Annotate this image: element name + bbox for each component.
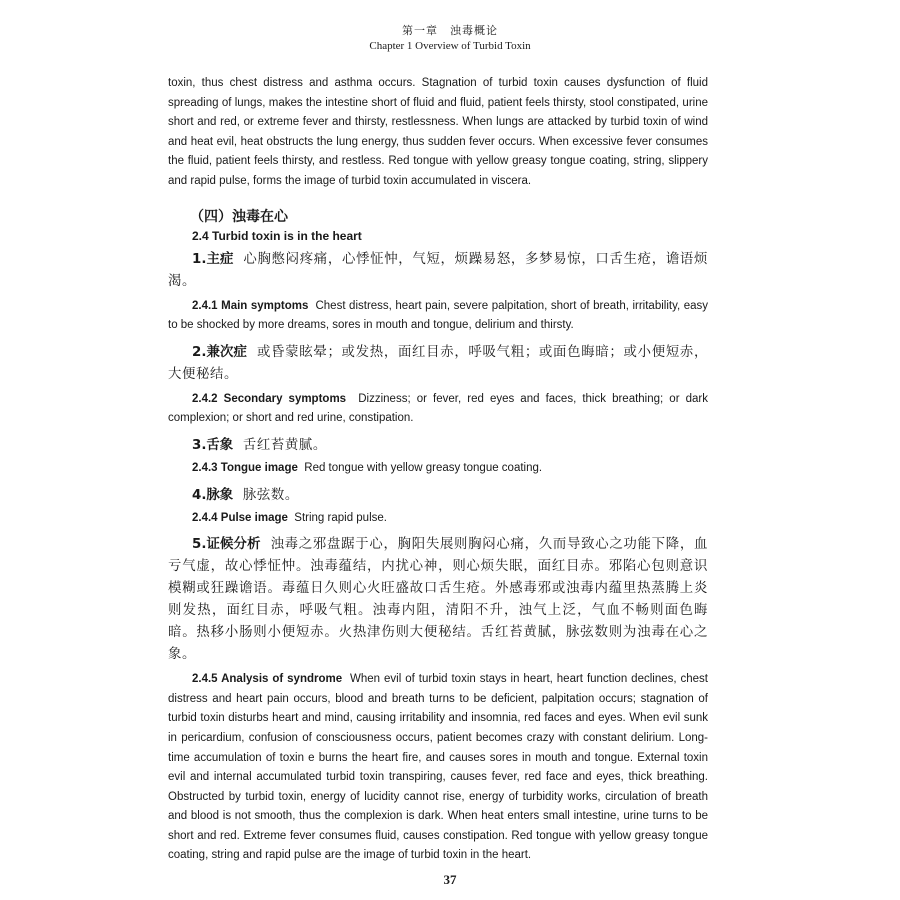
syndrome-analysis-cn (168, 534, 708, 666)
secondary-symptoms-cn (168, 342, 708, 386)
chapter-title-en: Chapter 1 Overview of Turbid Toxin (369, 40, 531, 52)
running-header (0, 22, 900, 52)
chapter-title-cn: 第一章 浊毒概论 (402, 24, 498, 37)
secondary-symptoms-cn-text: 或昏蒙眩晕；或发热，面红目赤，呼吸气粗；或面色晦暗；或小便短赤，大便秘结。 (168, 344, 709, 382)
secondary-symptoms-en (168, 390, 708, 429)
tongue-image-cn (168, 435, 708, 457)
pulse-image-cn-label: 4.脉象 (192, 487, 234, 503)
tongue-image-cn-text: 舌红苔黄腻。 (242, 437, 327, 453)
pulse-image-cn (168, 485, 708, 507)
section-title-en: 2.4 Turbid toxin is in the heart (192, 228, 362, 243)
tongue-image-en (168, 459, 708, 479)
tongue-image-en-label: 2.4.3 Tongue image (192, 461, 298, 474)
pulse-image-en-label: 2.4.4 Pulse image (192, 511, 288, 524)
pulse-image-en (168, 509, 708, 529)
secondary-symptoms-en-text: Dizziness; or fever, red eyes and faces, thick breathing; or dark complexion; or short and red urine, constipation. (168, 392, 708, 425)
pulse-image-en-text: String rapid pulse. (294, 511, 387, 524)
main-symptoms-cn-label: 1.主症 (192, 251, 234, 267)
tongue-image-cn-label: 3.舌象 (192, 437, 234, 453)
main-symptoms-cn-text: 心胸憋闷疼痛，心悸怔忡，气短，烦躁易怒，多梦易惊，口舌生疮，谵语烦渴。 (168, 251, 708, 289)
syndrome-analysis-en-label: 2.4.5 Analysis of syndrome (192, 673, 343, 686)
intro-paragraph: toxin, thus chest distress and asthma occurs. Stagnation of turbid toxin causes dysfunction of fluid spreading of lungs, makes the intestine short of fluid and fluid, patient feels thirsty, stool constipated, urine short and red, or extreme fever and thirsty, restlessness. When lungs are attacked by turbid toxin of wind and heat evil, heat obstructs the lung energy, thus sudden fever occurs. When excessive fever consumes the fluid, patient feels thirsty, and restless. Red tongue with yellow greasy tongue coating, string, slippery and rapid pulse, forms the image of turbid toxin accumulated in viscera. (168, 77, 708, 187)
syndrome-analysis-en (168, 670, 708, 866)
page-body (168, 74, 708, 866)
main-symptoms-en (168, 297, 708, 336)
tongue-image-en-text: Red tongue with yellow greasy tongue coating. (304, 461, 543, 474)
section-title-cn: （四）浊毒在心 (190, 208, 288, 225)
main-symptoms-en-text: Chest distress, heart pain, severe palpitation, short of breath, irritability, easy to be shocked by more dreams, sores in mouth and tongue, delirium and thirsty. (168, 299, 708, 332)
syndrome-analysis-cn-label: 5.证候分析 (192, 537, 261, 553)
page-number: 37 (443, 872, 457, 887)
syndrome-analysis-en-text: When evil of turbid toxin stays in heart, heart function declines, chest distress and heart pain occurs, blood and breath turns to be deficient, palpitation occurs; stagnation of turbid toxin disturbs heart and mind, causing irritability and insomnia, red faces and eyes. When evil sunk in pericardium, confusion of consciousness occurs, patient becomes crazy with constant delirium. Long-time accumulation of toxin e burns the heart fire, and causes sores in mouth and tongue. External toxin evil and internal accumulated turbid toxin transpiring, causes fever, red face and eyes, thick breathing. Obstructed by turbid toxin, energy of lucidity cannot rise, energy of turbidity works, circulation of breath and blood is not smooth, thus the complexion is dark. When heat enters small intestine, urine turns to be short and red. Extreme fever consumes fluid, causes constipation. Red tongue with yellow greasy tongue coating, string and rapid pulse are the image of turbid toxin in the heart. (168, 673, 709, 862)
main-symptoms-en-label: 2.4.1 Main symptoms (192, 299, 309, 312)
main-symptoms-cn (168, 249, 708, 293)
pulse-image-cn-text: 脉弦数。 (242, 487, 299, 503)
secondary-symptoms-en-label: 2.4.2 Secondary symptoms (192, 392, 347, 405)
syndrome-analysis-cn-text: 浊毒之邪盘踞于心，胸阳失展则胸闷心痛，久而导致心之功能下降，血亏气虚，故心悸怔忡。浊毒蕴结，内扰心神，则心烦失眠，面红目赤。邪陷心包则意识模糊或狂躁谵语。毒蕴日久则心火旺盛故口舌生疮。外感毒邪或浊毒内蕴里热蒸腾上炎则发热，面红目赤，呼吸气粗。浊毒内阻，清阳不升，浊气上泛，气血不畅则面色晦暗。热移小肠则小便短赤。火热津伤则大便秘结。舌红苔黄腻，脉弦数则为浊毒在心之象。 (168, 537, 708, 663)
secondary-symptoms-cn-label: 2.兼次症 (192, 344, 248, 360)
